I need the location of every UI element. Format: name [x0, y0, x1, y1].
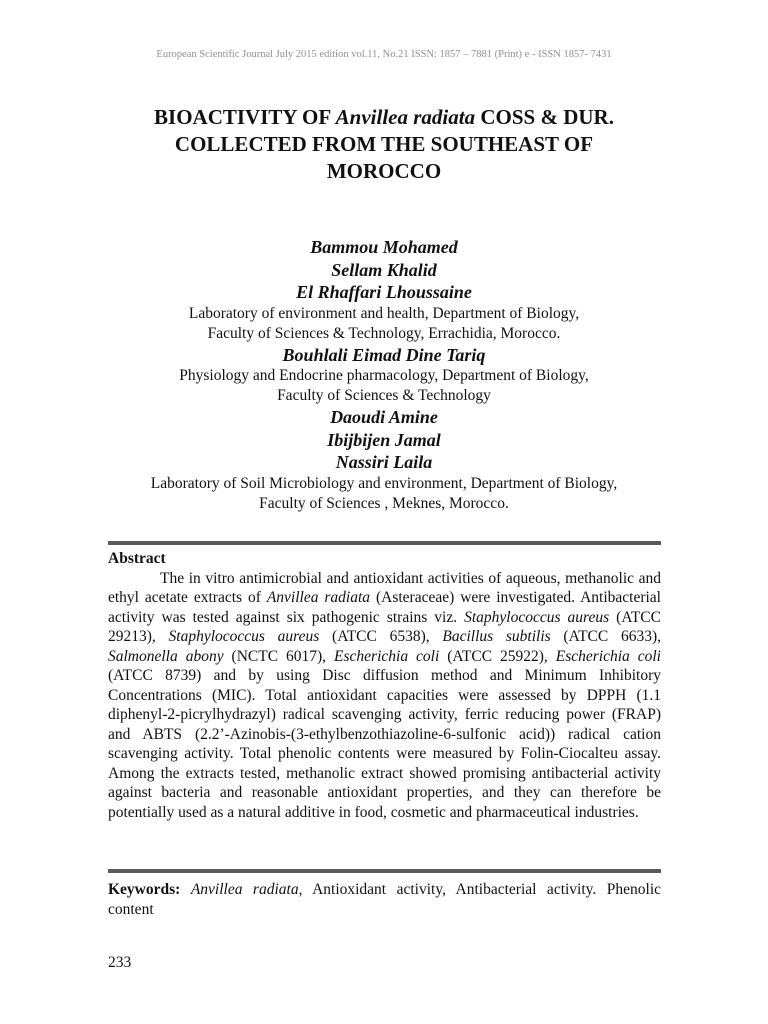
- species-name: Staphylococcus aureus: [464, 608, 610, 626]
- title-line-3: MOROCCO: [326, 159, 442, 183]
- species-name: Escherichia coli: [555, 647, 661, 665]
- author-name: Bouhlali Eimad Dine Tariq: [282, 344, 486, 365]
- species-name: Salmonella abony: [108, 647, 224, 665]
- author-name: El Rhaffari Lhoussaine: [296, 282, 472, 302]
- affiliation-line: Faculty of Sciences & Technology: [277, 387, 491, 404]
- affiliation-line: Laboratory of environment and health, Department of Biology,: [188, 304, 580, 322]
- author-block: [60, 236, 708, 514]
- keywords-list: , Antioxidant activity, Antibacterial activity. Phenolic content: [108, 881, 662, 918]
- abstract-heading: Abstract: [108, 550, 166, 567]
- affiliation-line: Faculty of Sciences & Technology, Errachidia, Morocco.: [207, 324, 561, 342]
- abstract-text-run: (ATCC 25922),: [439, 647, 556, 665]
- affiliation-line: Physiology and Endocrine pharmacology, Department of Biology,: [179, 367, 589, 384]
- species-name: Staphylococcus aureus: [168, 628, 320, 645]
- species-name: Escherichia coli: [334, 647, 440, 665]
- title-part-2: COSS & DUR.: [475, 105, 614, 129]
- abstract-text-run: (Asteraceae) were investigated. Antibacterial activity was tested against six pathogenic strains viz.: [108, 589, 661, 626]
- title-species: Anvillea radiata: [335, 105, 476, 129]
- author-name: Nassiri Laila: [335, 452, 433, 472]
- abstract-text-run: (ATCC 29213),: [108, 608, 661, 645]
- abstract-top-rule: [108, 541, 661, 545]
- title-line-1: [60, 104, 708, 131]
- author-name: Sellam Khalid: [331, 259, 437, 280]
- title-part-1: BIOACTIVITY OF: [154, 105, 336, 129]
- paper-title: [60, 104, 708, 185]
- abstract-text-run: (ATCC 6538),: [319, 628, 443, 645]
- affiliation-line: Laboratory of Soil Microbiology and environment, Department of Biology,: [150, 474, 618, 492]
- abstract-text-run: (ATCC 6633),: [550, 628, 661, 645]
- abstract-text-run: The in vitro antimicrobial and antioxidant activities of aqueous, methanolic and ethyl acetate extracts of: [108, 569, 661, 606]
- keywords-label: Keywords:: [108, 881, 181, 898]
- species-name: Anvillea radiata: [266, 589, 371, 606]
- abstract-bottom-rule: [108, 869, 661, 873]
- author-name: Daoudi Amine: [330, 407, 438, 427]
- journal-header: European Scientific Journal July 2015 edition vol.11, No.21 ISSN: 1857 – 7881 (Print) e - ISSN 1857- 7431: [156, 49, 612, 60]
- abstract-text-run: (ATCC 8739) and by using Disc diffusion method and Minimum Inhibitory Concentrations (MIC). Total antioxidant capacities were assessed by DPPH (1.1 diphenyl-2-picrylhydrazyl) radical scavenging activity, ferric reducing power (FRAP) and ABTS (2.2’-Azinobis-(3-ethylbenzothiazoline-6-sulfonic acid)) radical cation scavenging activity. Total phenolic contents were measured by Folin-Ciocalteu assay. Among the extracts tested, methanolic extract showed promising antibacterial activity against bacteria and reasonable antioxidant properties, and they can therefore be potentially used as a natural additive in food, cosmetic and pharmaceutical industries.: [108, 667, 661, 821]
- page-number: 233: [108, 954, 132, 971]
- author-name: Ibijbijen Jamal: [327, 429, 441, 450]
- abstract-text-run: (NCTC 6017),: [223, 647, 335, 665]
- keyword-species: Anvillea radiata: [190, 881, 299, 898]
- abstract-text: [108, 569, 661, 823]
- abstract-section: [108, 549, 661, 822]
- affiliation-line: Faculty of Sciences , Meknes, Morocco.: [259, 494, 509, 512]
- species-name: Bacillus subtilis: [442, 628, 551, 645]
- title-line-2: COLLECTED FROM THE SOUTHEAST OF: [174, 132, 594, 156]
- keywords-section: [108, 880, 661, 920]
- author-name: Bammou Mohamed: [310, 237, 458, 257]
